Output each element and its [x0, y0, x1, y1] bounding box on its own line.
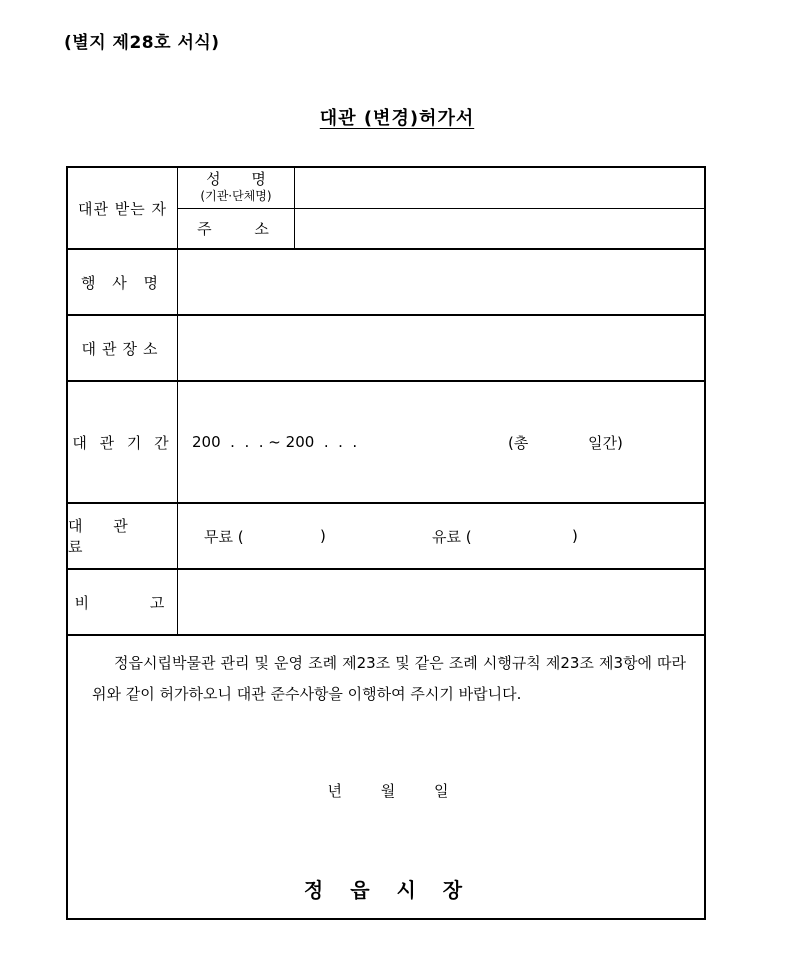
name-label-cell — [178, 168, 294, 208]
fee-field[interactable] — [178, 504, 706, 568]
document-title — [0, 104, 794, 130]
address-label: 주 소 — [197, 220, 275, 238]
remarks-label: 비 고 — [74, 593, 171, 612]
signer-title: 정 읍 시 장 — [303, 878, 473, 902]
fee-paid-label: 유료 ( — [432, 527, 472, 546]
period-total-close: 일간) — [588, 433, 623, 452]
date-line: 년 월 일 — [327, 782, 449, 800]
form-number: (별지 제28호 서식) — [64, 33, 220, 53]
name-field[interactable] — [295, 168, 706, 208]
period-dates: 200 . . . ~ 200 . . . — [192, 433, 358, 451]
event-name-field[interactable] — [178, 250, 706, 314]
document-title-text: 대관 (변경)허가서 — [319, 108, 475, 129]
remarks-field[interactable] — [178, 570, 706, 634]
name-sublabel: (기관·단체명) — [200, 189, 272, 203]
applicant-label: 대관 받는 자 — [78, 199, 167, 218]
permit-form — [66, 166, 706, 920]
permit-statement: 정읍시립박물관 관리 및 운영 조례 제23조 및 같은 조례 시행규칙 제23조 제3항에 따라 위와 같이 허가하오니 대관 준수사항을 이행하여 주시기 바랍니다. — [92, 654, 686, 703]
name-label: 성 명 — [206, 170, 266, 188]
fee-label: 대 관 료 — [68, 517, 134, 556]
period-field[interactable] — [178, 382, 706, 502]
period-label: 대 관 기 간 — [72, 433, 173, 452]
venue-field[interactable] — [178, 316, 706, 380]
period-total-open: (총 — [508, 433, 529, 452]
event-name-label: 행 사 명 — [80, 273, 164, 292]
divider-remarks — [68, 634, 706, 636]
fee-free-close: ) — [320, 527, 326, 545]
fee-paid-close: ) — [572, 527, 578, 545]
fee-free-label: 무료 ( — [204, 527, 244, 546]
address-field[interactable] — [295, 209, 706, 248]
venue-label: 대관장소 — [81, 339, 164, 358]
